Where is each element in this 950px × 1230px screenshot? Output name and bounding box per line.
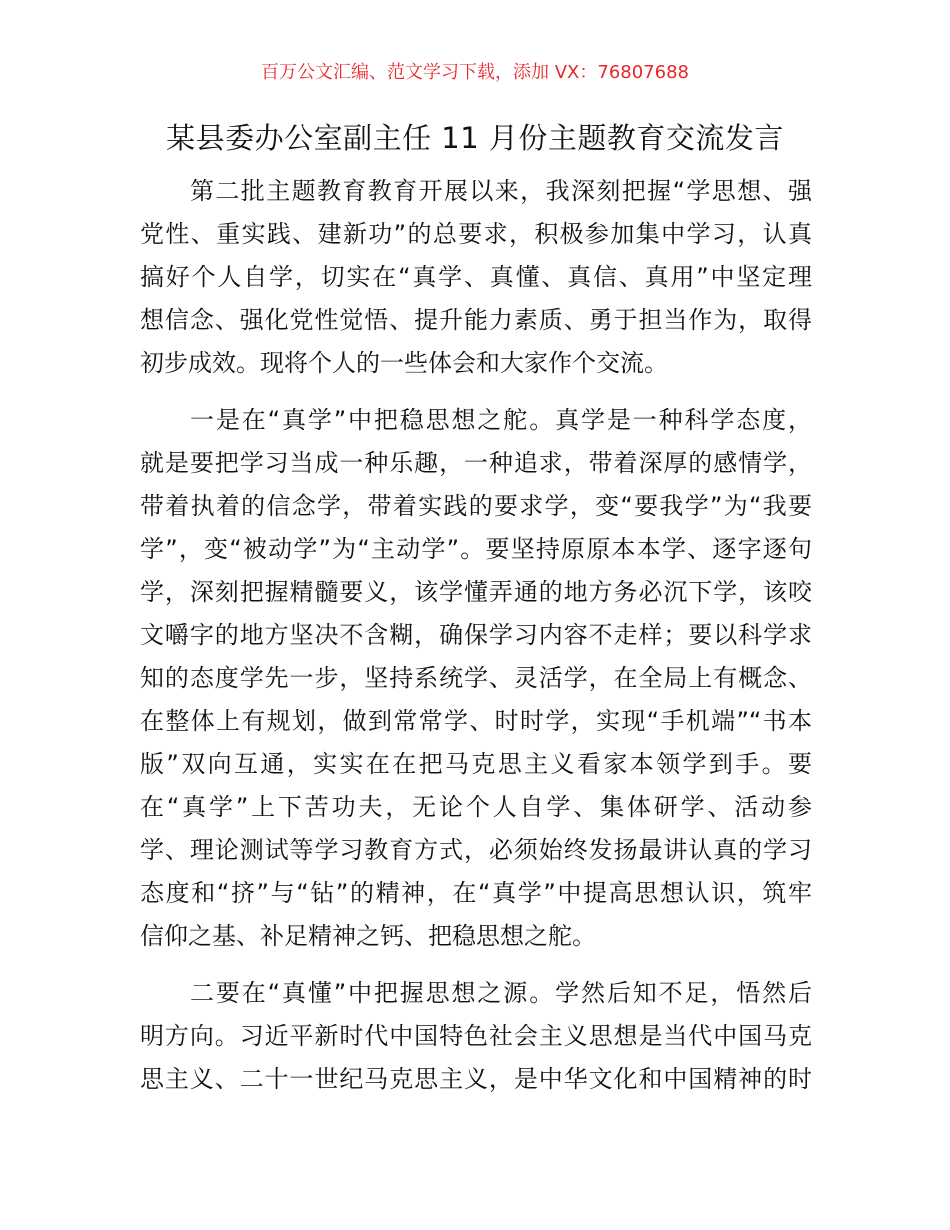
text-line: 搞好个人自学，切实在“真学、真懂、真信、真用”中坚定理	[140, 263, 812, 291]
text-line: 就是要把学习当成一种乐趣，一种追求，带着深厚的感情学，	[140, 449, 812, 477]
text-line: 想信念、强化党性觉悟、提升能力素质、勇于担当作为，取得	[140, 306, 812, 334]
text-line: 学”，变“被动学”为“主动学”。要坚持原原本本学、逐字逐句	[140, 535, 812, 563]
paragraph	[140, 972, 812, 1101]
paragraph	[140, 399, 812, 958]
text-line: 明方向。习近平新时代中国特色社会主义思想是当代中国马克	[140, 1022, 812, 1050]
text-line: 文嚼字的地方坚决不含糊，确保学习内容不走样；要以科学求	[140, 621, 812, 649]
text-line: 二要在“真懂”中把握思想之源。学然后知不足，悟然后	[190, 979, 812, 1007]
text-line: 在“真学”上下苦功夫，无论个人自学、集体研学、活动参	[140, 793, 812, 821]
text-line: 党性、重实践、建新功”的总要求，积极参加集中学习，认真	[140, 220, 812, 248]
text-line: 学，深刻把握精髓要义，该学懂弄通的地方务必沉下学，该咬	[140, 578, 812, 606]
text-line: 带着执着的信念学，带着实践的要求学，变“要我学”为“我要	[140, 492, 812, 520]
text-line: 第二批主题教育教育开展以来，我深刻把握“学思想、强	[190, 177, 812, 205]
text-line: 一是在“真学”中把稳思想之舵。真学是一种科学态度，	[190, 406, 812, 434]
document-body	[140, 170, 812, 1115]
header-banner: 百万公文汇编、范文学习下载，添加 VX：76807688	[261, 62, 689, 83]
text-line: 学、理论测试等学习教育方式，必须始终发扬最讲认真的学习	[140, 836, 812, 864]
text-line: 知的态度学先一步，坚持系统学、灵活学，在全局上有概念、	[140, 664, 812, 692]
text-line: 思主义、二十一世纪马克思主义，是中华文化和中国精神的时	[140, 1065, 812, 1093]
text-line: 信仰之基、补足精神之钙、把稳思想之舵。	[140, 922, 596, 950]
text-line: 在整体上有规划，做到常常学、时时学，实现“手机端”“书本	[140, 707, 812, 735]
paragraph	[140, 170, 812, 385]
text-line: 初步成效。现将个人的一些体会和大家作个交流。	[140, 349, 668, 377]
text-line: 版”双向互通，实实在在把马克思主义看家本领学到手。要	[140, 750, 812, 778]
text-line: 态度和“挤”与“钻”的精神，在“真学”中提高思想认识，筑牢	[140, 879, 812, 907]
document-title: 某县委办公室副主任 11 月份主题教育交流发言	[166, 121, 784, 155]
